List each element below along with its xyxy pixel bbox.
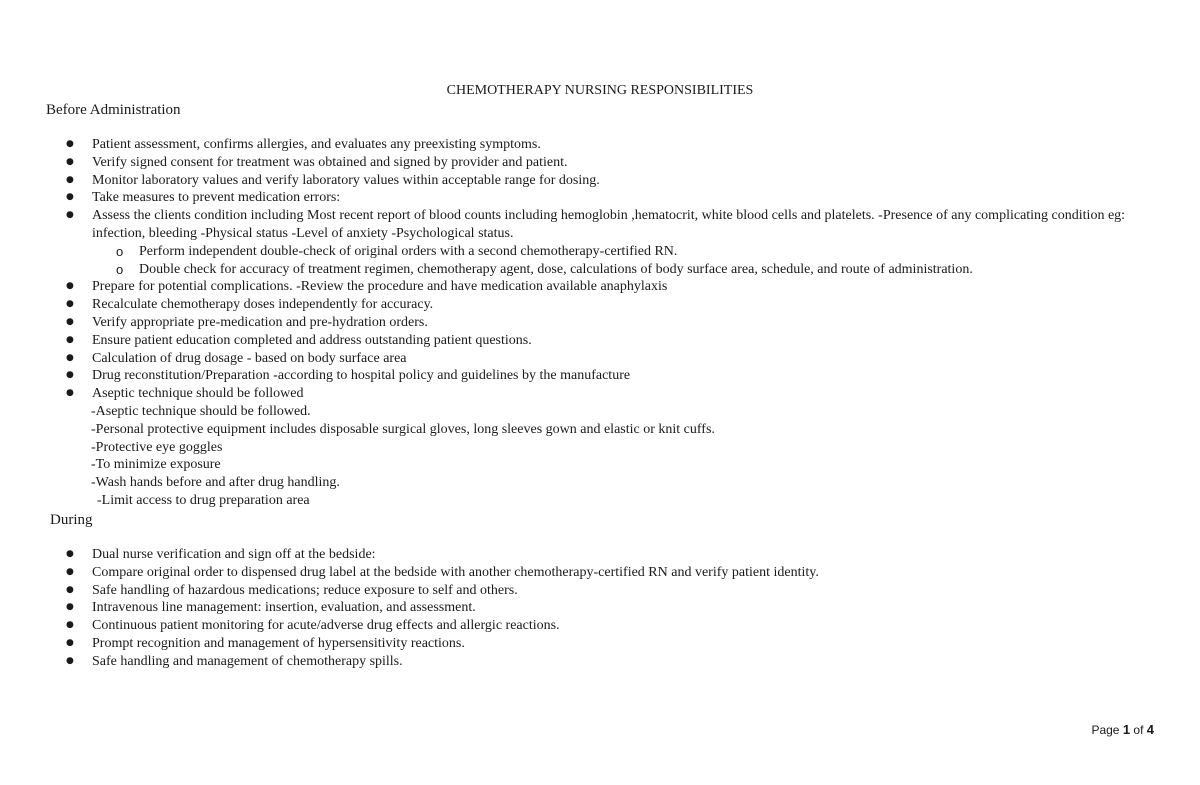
list-item: ● Take measures to prevent medication errors:	[0, 189, 1162, 207]
detail-line: -Personal protective equipment includes disposable surgical gloves, long sleeves gown and elastic or knit cuffs.	[91, 421, 715, 437]
list-item: ● Dual nurse verification and sign off at the bedside:	[0, 546, 1162, 564]
list-item: ● Drug reconstitution/Preparation -according to hospital policy and guidelines by the manufacture	[0, 367, 1162, 385]
sub-list-item: o Perform independent double-check of original orders with a second chemotherapy-certified RN.	[0, 243, 1169, 261]
list-item: ● Safe handling of hazardous medications; reduce exposure to self and others.	[0, 582, 1162, 600]
detail-line: -To minimize exposure	[91, 457, 221, 473]
list-item: ● Compare original order to dispensed drug label at the bedside with another chemotherapy-certified RN and verify patient identity.	[0, 564, 1162, 582]
list-item: ● Ensure patient education completed and address outstanding patient questions.	[0, 332, 1162, 350]
sub-list-item: o Double check for accuracy of treatment regimen, chemotherapy agent, dose, calculations of body surface area, schedule, and route of administration.	[0, 261, 1169, 279]
list-item: ● Prompt recognition and management of hypersensitivity reactions.	[0, 635, 1162, 653]
list-item: ● Assess the clients condition including Most recent report of blood counts including hemoglobin ,hematocrit, white blood cells and platelets. -Presence of any complicating condition eg: infection, bleeding -Physical status -Level of anxiety -Psychological status.	[0, 207, 1162, 243]
list-item: ● Prepare for potential complications. -Review the procedure and have medication available anaphylaxis	[0, 278, 1162, 296]
page-label: Page	[1091, 723, 1120, 737]
of-label: of	[1133, 723, 1144, 737]
before-list	[0, 136, 1200, 510]
section-heading-during: During	[50, 512, 93, 528]
list-item: ● Safe handling and management of chemotherapy spills.	[0, 653, 1162, 671]
list-item: ● Continuous patient monitoring for acute/adverse drug effects and allergic reactions.	[0, 617, 1162, 635]
list-item: ● Aseptic technique should be followed	[0, 385, 1162, 403]
detail-line: -Limit access to drug preparation area	[97, 492, 310, 508]
total-pages: 4	[1146, 722, 1154, 737]
list-item: ● Monitor laboratory values and verify laboratory values within acceptable range for dosing.	[0, 172, 1162, 190]
page-number: 1	[1122, 722, 1131, 737]
page-footer	[1091, 722, 1154, 738]
list-item: ● Verify appropriate pre-medication and pre-hydration orders.	[0, 314, 1162, 332]
section-heading-before: Before Administration	[46, 102, 181, 118]
list-item: ● Recalculate chemotherapy doses independently for accuracy.	[0, 296, 1162, 314]
list-item: ● Verify signed consent for treatment was obtained and signed by provider and patient.	[0, 154, 1162, 172]
list-item: ● Intravenous line management: insertion, evaluation, and assessment.	[0, 599, 1162, 617]
detail-line: -Aseptic technique should be followed.	[91, 403, 311, 419]
list-item: ● Calculation of drug dosage - based on body surface area	[0, 350, 1162, 368]
detail-line: -Protective eye goggles	[91, 439, 223, 455]
list-item: ● Patient assessment, confirms allergies, and evaluates any preexisting symptoms.	[0, 136, 1162, 154]
detail-line: -Wash hands before and after drug handling.	[91, 475, 340, 491]
during-list	[0, 546, 1200, 671]
page-title: CHEMOTHERAPY NURSING RESPONSIBILITIES	[446, 83, 754, 98]
